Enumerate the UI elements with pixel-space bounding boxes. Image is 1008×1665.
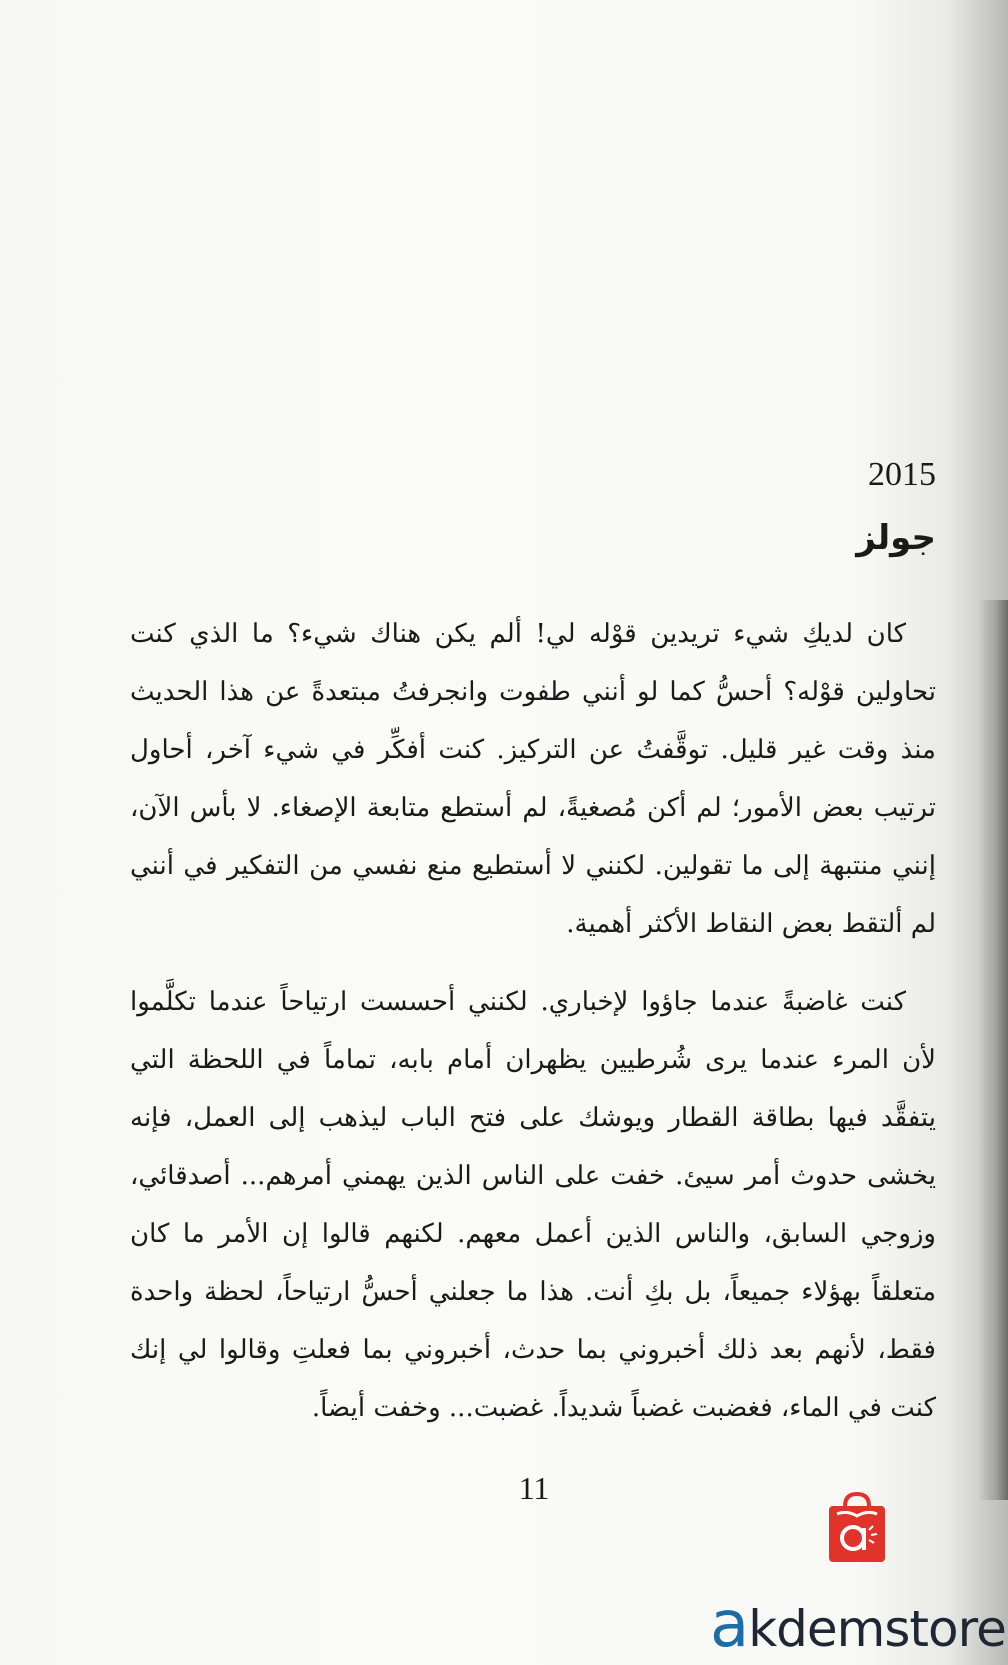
paragraph: كان لديكِ شيء تريدين قوْله لي! ألم يكن هناك شيء؟ ما الذي كنت تحاولين قوْله؟ أحسُّ كما لو أنني طفوت وانجرفتُ مبتعدةً عن هذا الحديث منذ وقت غير قليل. توقَّفتُ عن التركيز. كنت أفكِّر في شيء آخر، أحاول ترتيب بعض الأمور؛ لم أكن مُصغيةً، لم أستطع متابعة الإصغاء. لا بأس الآن، إنني منتبهة إلى ما تقولين. لكنني لا أستطيع منع نفسي من التفكير في أنني لم ألتقط بعض النقاط الأكثر أهمية. (130, 619, 936, 939)
chapter-title: جولز (856, 518, 936, 558)
paragraph: كنت غاضبةً عندما جاؤوا لإخباري. لكنني أحسست ارتياحاً عندما تكلَّموا لأن المرء عندما يرى شُرطيين يظهران أمام بابه، تماماً في اللحظة التي يتفقَّد فيها بطاقة القطار ويوشك على فتح الباب ليذهب إلى العمل، فإنه يخشى حدوث أمر سيئ. خفت على الناس الذين يهمني أمرهم... أصدقائي، وزوجي السابق، والناس الذين أعمل معهم. لكنهم قالوا إن الأمر ما كان متعلقاً بهؤلاء جميعاً، بل بكِ أنت. هذا ما جعلني أحسُّ ارتياحاً، لحظة واحدة فقط، لأنهم بعد ذلك أخبروني بما حدث، أخبروني بما فعلتِ وقالوا لي إنك كنت في الماء، فغضبت غضباً شديداً. غضبت... وخفت أيضاً. (130, 987, 936, 1423)
page-edge-shadow (978, 600, 1008, 1500)
logo-name: kdemstore (748, 1600, 1006, 1658)
shopping-bag-book-icon (825, 1490, 889, 1564)
chapter-body (130, 605, 936, 1457)
watermark-logo (710, 1588, 1006, 1662)
logo-letter: a (710, 1588, 749, 1662)
chapter-year: 2015 (868, 456, 936, 493)
page-number: 11 (518, 1470, 550, 1506)
